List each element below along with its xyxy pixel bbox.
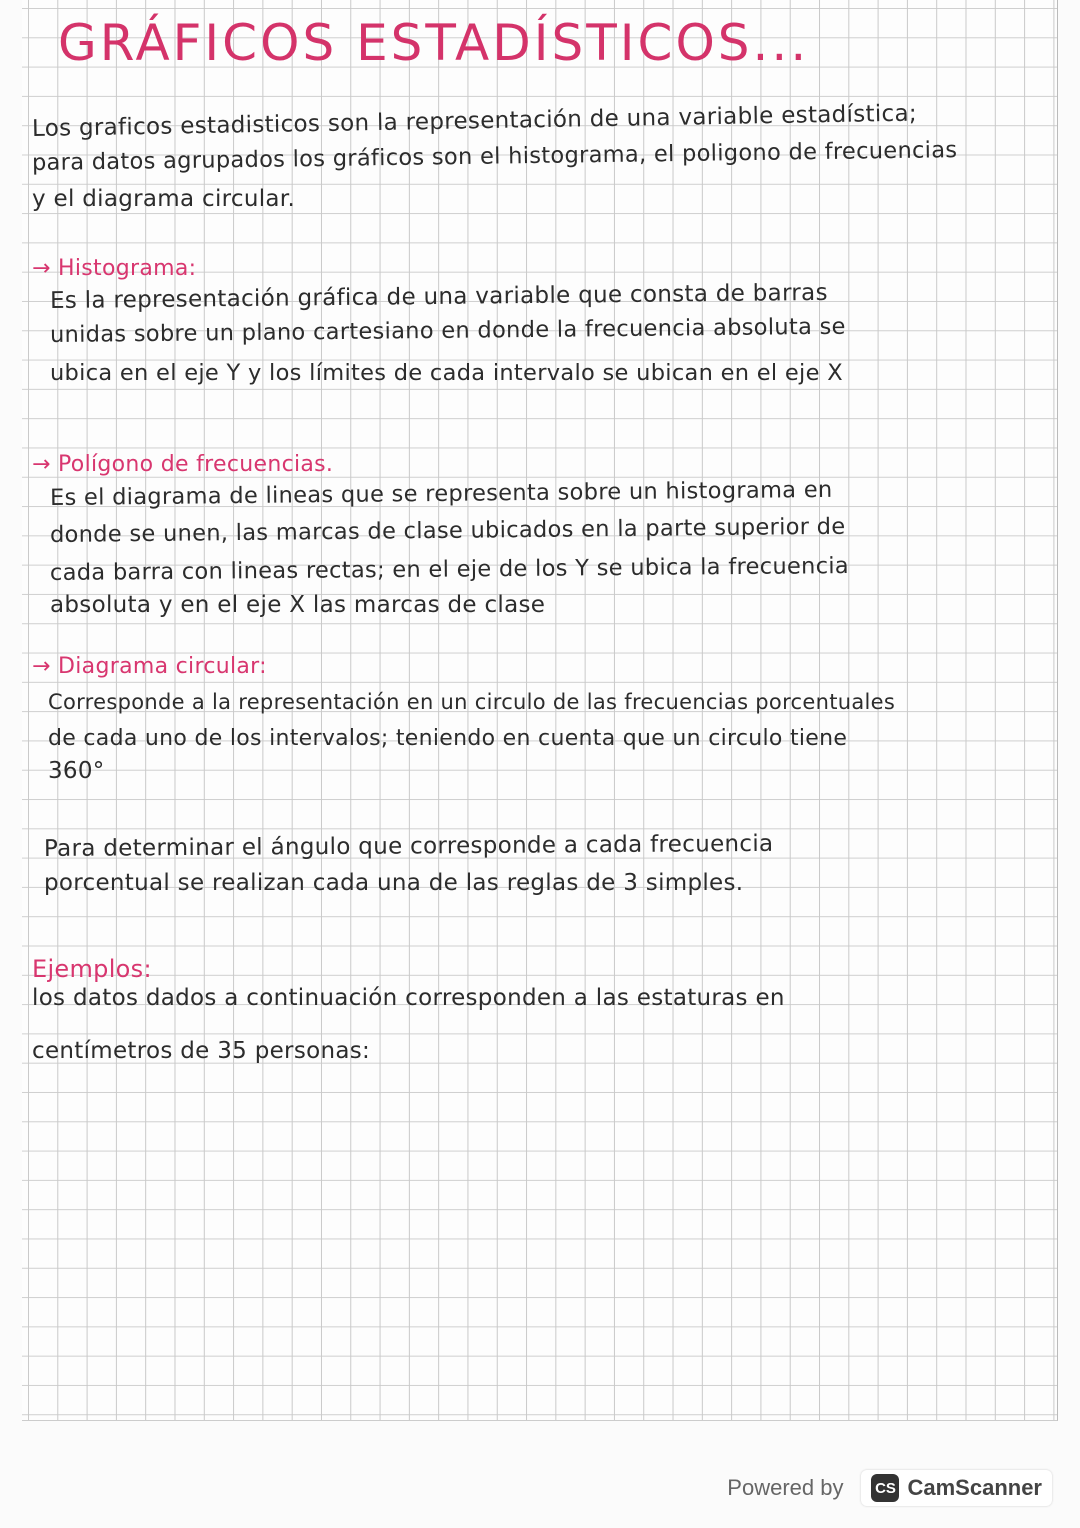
intro-line: y el diagrama circular. [32,186,296,212]
text-line: Es el diagrama de lineas que se representa sobre un histograma en [49,476,833,511]
text-line: de cada uno de los intervalos; teniendo en cuenta que un circulo tiene [48,726,848,751]
page-title: GRÁFICOS ESTADÍSTICOS... [58,14,810,72]
section-heading-circular: → Diagrama circular: [32,654,267,679]
section-heading-poligono: → Polígono de frecuencias. [32,452,334,477]
text-line: donde se unen, las marcas de clase ubicados en la parte superior de [49,513,846,548]
camscanner-logo-icon: CS [871,1474,899,1502]
intro-line: Los graficos estadisticos son la representación de una variable estadística; [31,100,918,142]
camscanner-badge [861,1470,1052,1506]
text-line: absoluta y en el eje X las marcas de clase [50,592,546,618]
section-heading-ejemplos: Ejemplos: [32,955,152,983]
text-line: 360° [48,758,105,784]
text-line: ubica en el eje Y y los límites de cada intervalo se ubican en el eje X [50,360,843,386]
text-line: unidas sobre un plano cartesiano en donde la frecuencia absoluta se [49,313,846,348]
text-line: porcentual se realizan cada una de las reglas de 3 simples. [44,870,744,896]
camscanner-brand: CamScanner [907,1475,1042,1500]
text-line: Es la representación gráfica de una variable que consta de barras [49,279,828,314]
text-line: cada barra con lineas rectas; en el eje de los Y se ubica la frecuencia [49,553,850,586]
intro-line: para datos agrupados los gráficos son el histograma, el poligono de frecuencias [31,137,958,176]
text-line: Para determinar el ángulo que corresponde a cada frecuencia [43,830,774,862]
powered-by-label: Powered by [727,1475,844,1500]
text-line: centímetros de 35 personas: [32,1038,371,1064]
text-line: los datos dados a continuación corresponden a las estaturas en [32,985,785,1011]
section-heading-histograma: → Histograma: [32,256,197,281]
text-line: Corresponde a la representación en un circulo de las frecuencias porcentuales [48,690,896,714]
camscanner-watermark [727,1466,1052,1510]
